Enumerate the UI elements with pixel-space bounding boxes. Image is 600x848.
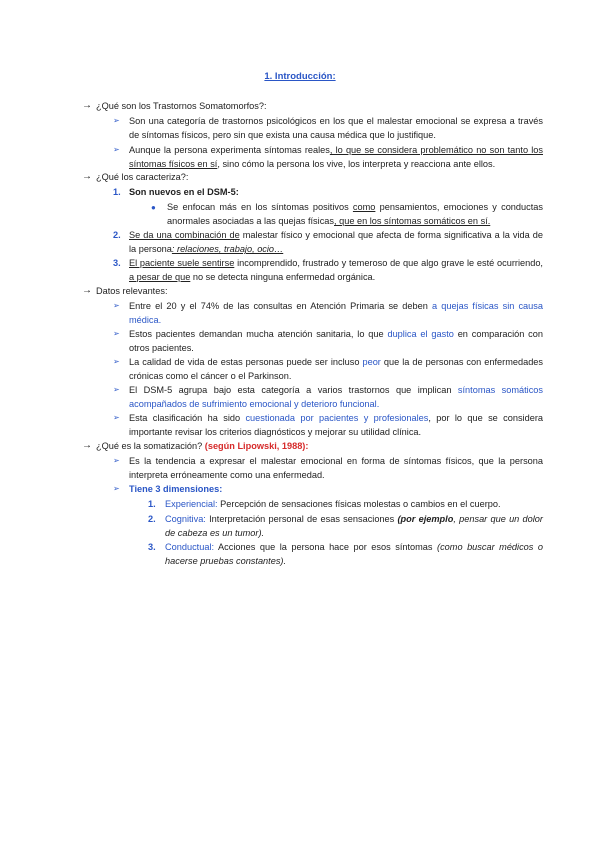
q3-bullet-3: La calidad de vida de estas personas puede ser incluso peor que la de personas con enfermedades crónicas como el cáncer o el Parkinson.	[129, 357, 544, 382]
q4-dimension-2: Cognitiva: Interpretación personal de esas sensaciones (por ejemplo, pensar que un dolor de cabeza es un tumor).	[165, 514, 543, 539]
list-number: 3.	[113, 258, 121, 268]
q4-dimension-1: Experiencial: Percepción de sensaciones físicas molestas o cambios en el cuerpo.	[165, 499, 501, 509]
q2-heading: ¿Qué los caracteriza?:	[96, 172, 189, 182]
q2-item-2: Se da una combinación de malestar físico y emocional que afecta de forma significativa a la vida de la persona: relaciones, trabajo, ocio…	[129, 230, 544, 255]
q2-item-3: El paciente suele sentirse incomprendido, frustrado y temeroso de que algo grave le esté ocurriendo, a pesar de que no se detecta ninguna enfermedad orgánica.	[129, 258, 543, 283]
list-number: 3.	[148, 542, 156, 552]
list-number: 2.	[113, 230, 121, 240]
q3-heading: Datos relevantes:	[96, 286, 168, 296]
arrow-icon: →	[82, 440, 92, 451]
q4-bullet-1: Es la tendencia a expresar el malestar emocional en forma de síntomas físicos, que la persona interpreta erróneamente como una enfermedad.	[129, 456, 543, 481]
triangle-bullet-icon: ➢	[113, 456, 120, 465]
q3-bullet-1: Entre el 20 y el 74% de las consultas en Atención Primaria se deben a quejas físicas sin causa médica.	[129, 301, 543, 326]
triangle-bullet-icon: ➢	[113, 329, 120, 338]
list-number: 1.	[113, 187, 121, 197]
q3-bullet-4: El DSM-5 agrupa bajo esta categoría a varios trastornos que implican síntomas somáticos acompañados de sufrimiento emocional y deterioro funcional.	[129, 385, 543, 410]
triangle-bullet-icon: ➢	[113, 385, 120, 394]
q2-item-1: Son nuevos en el DSM-5:	[129, 187, 239, 197]
q3-bullet-2: Estos pacientes demandan mucha atención sanitaria, lo que duplica el gasto en comparación con otros pacientes.	[129, 329, 543, 354]
q4-dimension-3: Conductual: Acciones que la persona hace por esos síntomas (como buscar médicos o hacerse pruebas constantes).	[165, 542, 543, 567]
dot-bullet-icon: ●	[151, 203, 156, 212]
q3-bullet-5: Esta clasificación ha sido cuestionada por pacientes y profesionales, por lo que se considera importante revisar los criterios diagnósticos y mejorar su utilidad clínica.	[129, 413, 543, 438]
q1-bullet-2: Aunque la persona experimenta síntomas reales, lo que se considera problemático no son tanto los síntomas físicos en sí, sino cómo la persona los vive, los interpreta y reacciona ante ellos.	[129, 145, 543, 170]
q2-item-1-sub: Se enfocan más en los síntomas positivos como pensamientos, emociones y conductas anormales asociadas a las quejas físicas, que en los síntomas somáticos en sí.	[167, 202, 543, 227]
triangle-bullet-icon: ➢	[113, 116, 120, 125]
triangle-bullet-icon: ➢	[113, 357, 120, 366]
triangle-bullet-icon: ➢	[113, 301, 120, 310]
section-title: 1. Introducción:	[264, 71, 336, 82]
list-number: 1.	[148, 499, 156, 509]
triangle-bullet-icon: ➢	[113, 145, 120, 154]
q1-heading: ¿Qué son los Trastornos Somatomorfos?:	[96, 101, 267, 111]
list-number: 2.	[148, 514, 156, 524]
triangle-bullet-icon: ➢	[113, 484, 120, 493]
arrow-icon: →	[82, 100, 92, 111]
arrow-icon: →	[82, 285, 92, 296]
arrow-icon: →	[82, 171, 92, 182]
triangle-bullet-icon: ➢	[113, 413, 120, 422]
q4-bullet-2: Tiene 3 dimensiones:	[129, 484, 223, 494]
q4-heading: ¿Qué es la somatización? (según Lipowski, 1988):	[96, 441, 309, 451]
q1-bullet-1: Son una categoría de trastornos psicológicos en los que el malestar emocional se expresa a través de síntomas físicos, pero sin que exista una causa médica que lo justifique.	[129, 116, 543, 141]
